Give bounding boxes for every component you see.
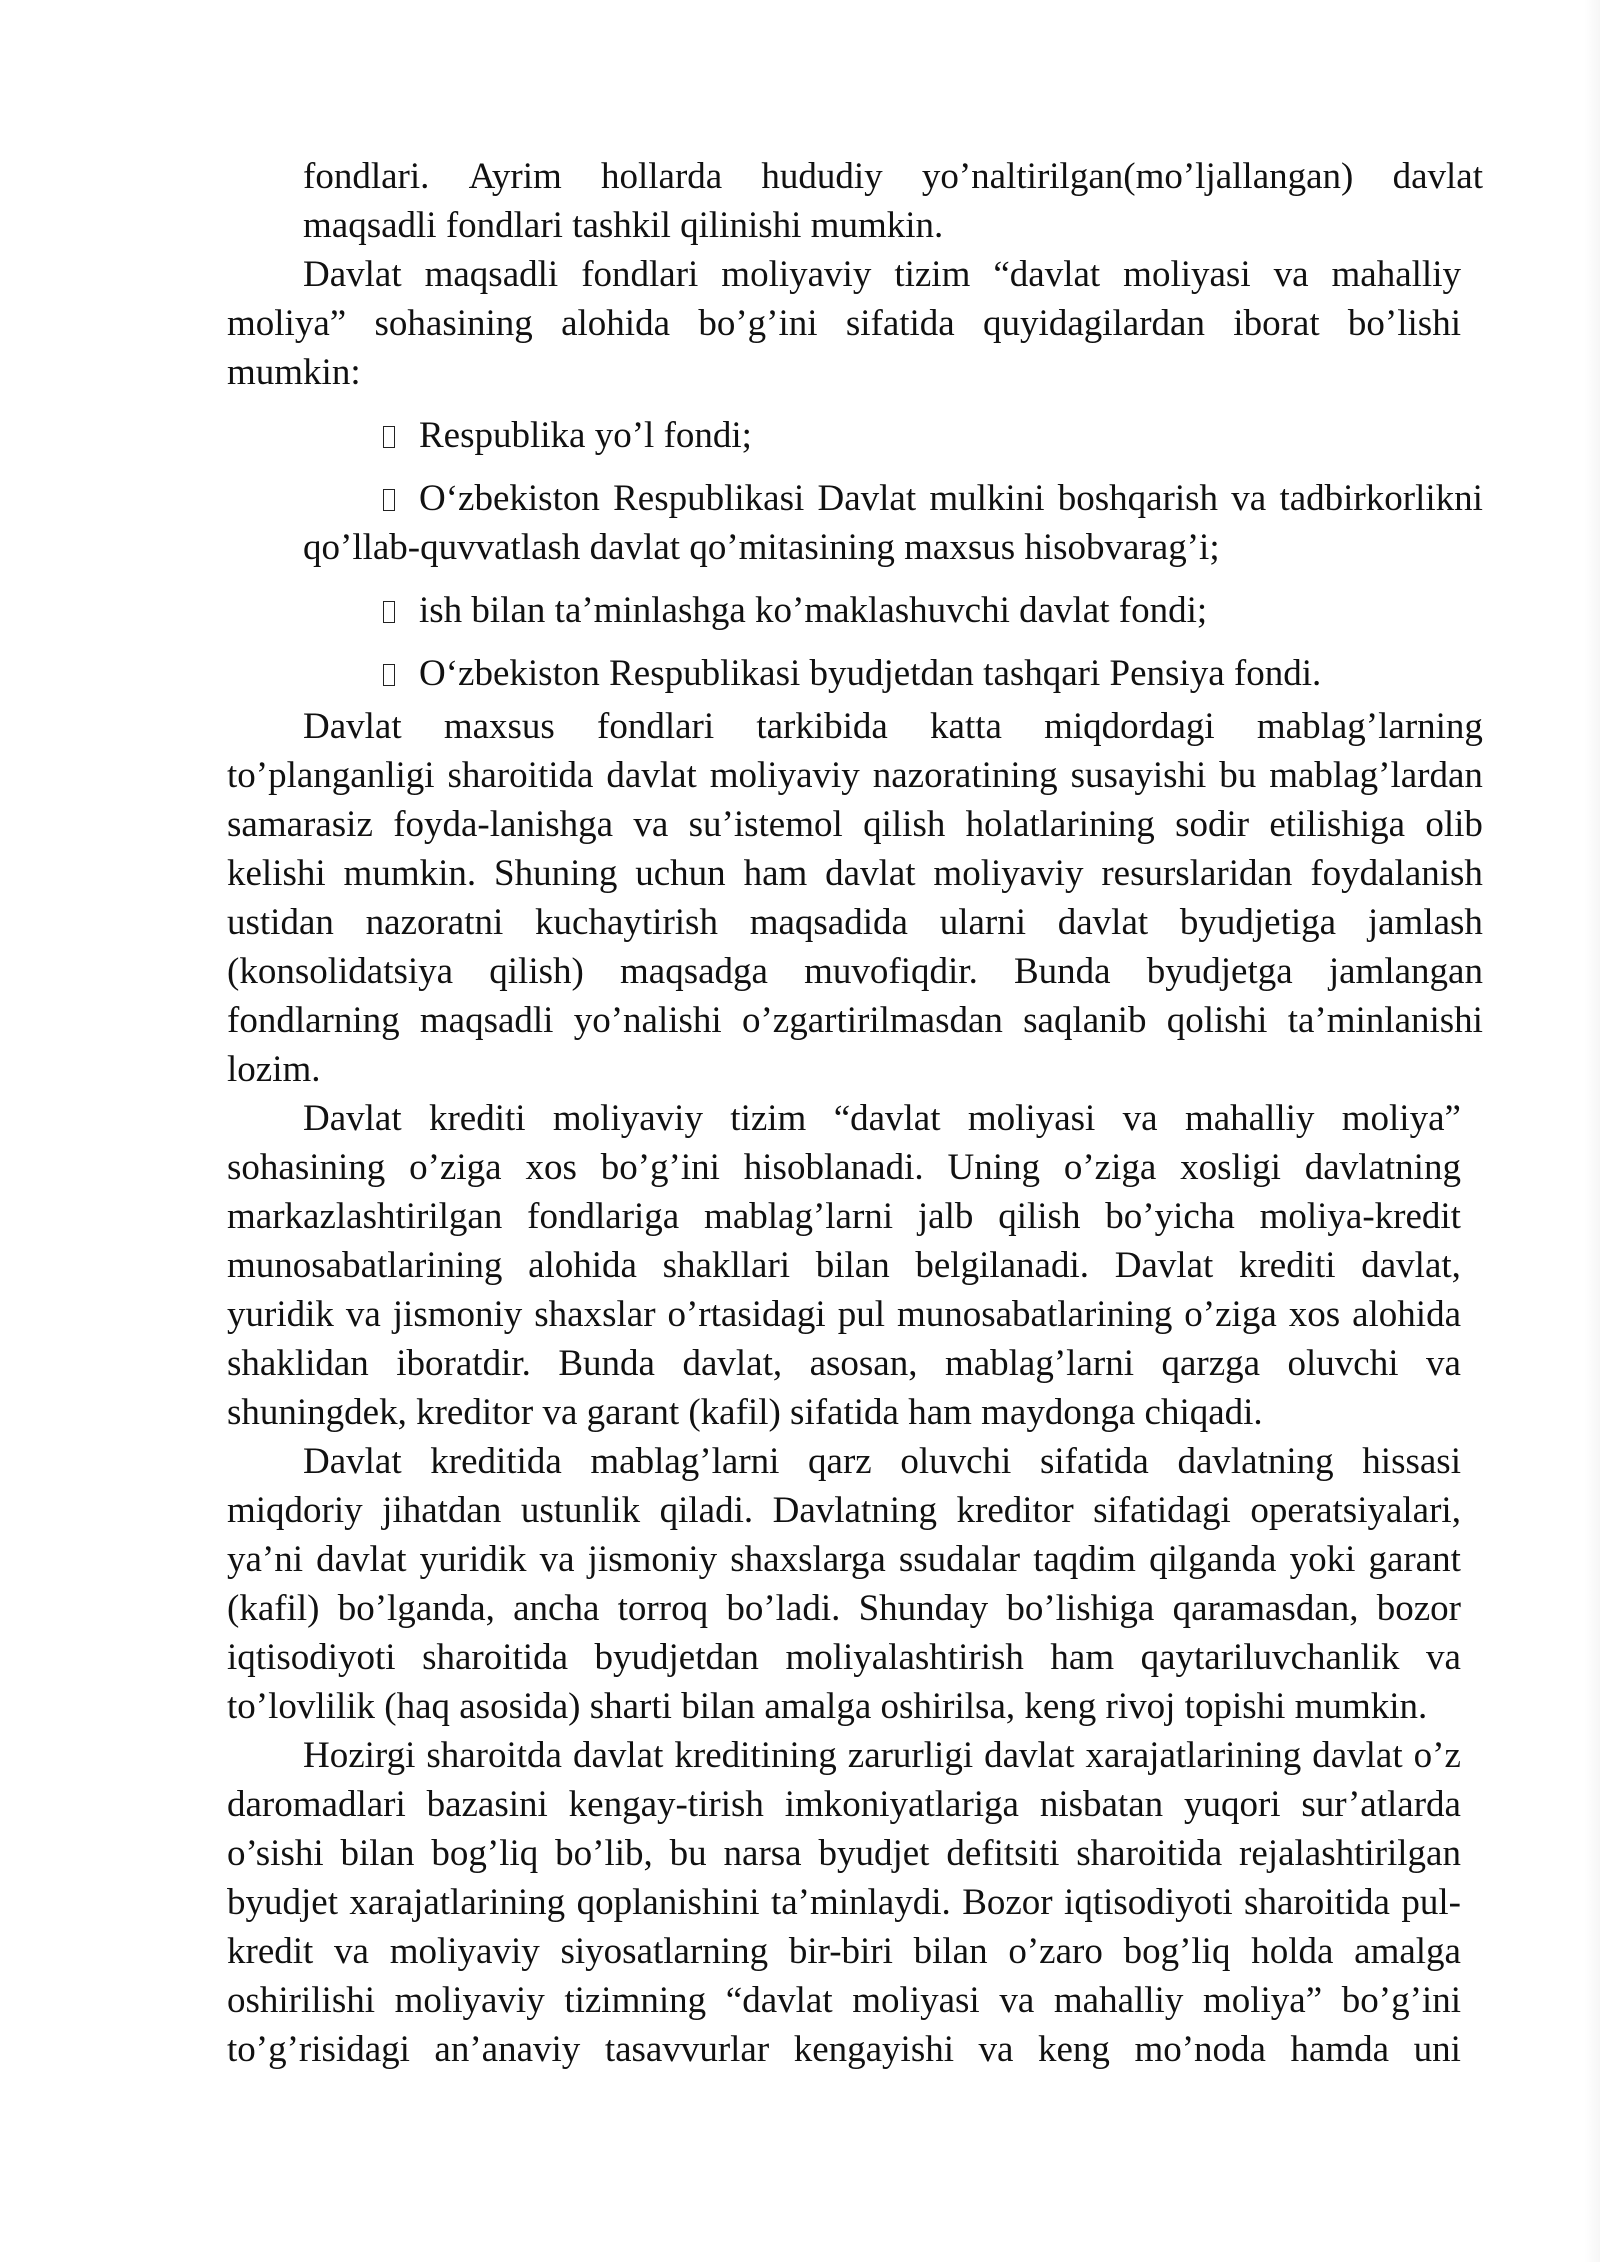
word: olib [1425,804,1483,845]
text-line [227,1192,1461,1241]
word: kreditor [956,1490,1074,1531]
word: davlat [984,1735,1075,1776]
text-line: shuningdek, kreditor va garant (kafil) sifatida ham maydonga chiqadi. [227,1392,1263,1433]
word: sohasining [374,303,533,344]
text-line [227,898,1483,947]
word: bo’lishiga [1006,1588,1155,1629]
word: maqsadga [620,951,768,992]
word: munosabatlarining [227,1245,503,1286]
word: resurslaridan [1101,853,1293,894]
word: yoki [1289,1539,1356,1580]
word: oluvchi [900,1441,1012,1482]
word: foyda-lanishga [393,804,614,845]
word: holatlarining [965,804,1155,845]
word: o’ziga [1063,1147,1157,1188]
word: jalb [917,1196,974,1237]
word: maqsadli [419,1000,554,1041]
word: qiladi. [659,1490,754,1531]
word: sur’atlarda [1301,1784,1461,1825]
word: Davlat [1114,1245,1214,1286]
word: sharoitda [426,1735,562,1776]
word: shaxslarga [730,1539,886,1580]
text-line [227,1976,1461,2025]
word: foydalanish [1310,853,1483,894]
word: qilish) [489,951,584,992]
word: bilan [815,1245,890,1286]
word: jamlangan [1328,951,1483,992]
word: va [345,1294,381,1335]
word: Davlat [303,706,402,747]
text-line [227,1878,1461,1927]
word: xosligi [1180,1147,1281,1188]
word: muvofiqdir. [804,951,978,992]
word: va [1426,1637,1461,1678]
word: Shuning [494,853,618,894]
word: jihatdan [382,1490,502,1531]
word: mahalliy [1184,1098,1315,1139]
word: moliya” [1202,1980,1323,2021]
word: krediti [1238,1245,1336,1286]
word: o’zgartirilmasdan [741,1000,1003,1041]
text-line [227,1584,1461,1633]
text-line [227,1780,1461,1829]
word: maxsus [443,706,555,747]
paragraph [0,1437,1600,1731]
word: bo’yicha [1105,1196,1235,1237]
word: moliyaviy [389,1931,540,1972]
word: davlat [1057,902,1149,943]
text-line [227,800,1483,849]
word: yo’nalishi [573,1000,722,1041]
bullet-icon [383,489,395,511]
word: bo’lganda, [337,1588,495,1629]
word: zarurligi [847,1735,974,1776]
paragraph [0,1731,1600,2074]
word: garant [1368,1539,1461,1580]
word: taqdim [1033,1539,1136,1580]
word: shakllari [662,1245,791,1286]
word: narsa [723,1833,802,1874]
word: va [633,804,669,845]
word: an’anaviy [434,2029,581,2070]
word: xarajatlarining [1085,1735,1302,1776]
word: mablag’lardan [1269,755,1483,796]
word: byudjet [227,1882,338,1923]
word: qaramasdan, [1172,1588,1359,1629]
word: rejalashtirilgan [1239,1833,1461,1874]
word: alohida [561,303,670,344]
word: sharoitida [1076,1833,1223,1874]
word: qoplanishini [576,1882,760,1923]
word: tizim [894,254,971,295]
word: hisoblanadi. [743,1147,924,1188]
word: tizimning [564,1980,707,2021]
word: etilishiga [1269,804,1406,845]
word: ham [1050,1637,1115,1678]
word: Davlat [303,1441,402,1482]
word: bir-biri [788,1931,893,1972]
word: munosabatlarining [896,1294,1173,1335]
word: xarajatlarining [349,1882,566,1923]
word: va [1122,1098,1158,1139]
word: sharoitida [422,1637,568,1678]
word: va [999,1980,1035,2021]
word: ularni [939,902,1026,943]
word: susayishi [1070,755,1207,796]
word: sodir [1175,804,1250,845]
word: va [1273,254,1309,295]
word: shaxslar [534,1294,656,1335]
word: davlat [825,853,916,894]
word: qilganda [1149,1539,1277,1580]
list-item-text [419,474,1483,523]
word: jismoniy [392,1294,523,1335]
word: davlat [316,1539,407,1580]
word: kreditida [430,1441,562,1482]
word: mulkini [929,478,1045,519]
word: davlat, [1361,1245,1461,1286]
word: Davlat [817,478,917,519]
word: operatsiyalari, [1250,1490,1461,1531]
word: byudjetdan [594,1637,759,1678]
word: byudjet [818,1833,930,1874]
word: davlat, [682,1343,783,1384]
word: iqtisodiyoti [227,1637,396,1678]
word: ta’minlanishi [1287,1000,1483,1041]
word: davlat [1392,156,1483,197]
text-line [227,1829,1461,1878]
word: yuqori [1183,1784,1281,1825]
word: fondlariga [527,1196,680,1237]
word: va [334,1931,369,1972]
text-line [227,996,1483,1045]
word: kuchaytirish [535,902,718,943]
word: ta’minlaydi. [770,1882,951,1923]
word: xos [1288,1294,1341,1335]
word: Davlatning [772,1490,938,1531]
word: daromadlari [227,1784,406,1825]
text-line: lozim. [227,1049,321,1090]
word: bog’liq [1123,1931,1231,1972]
word: moliya-kredit [1259,1196,1461,1237]
word: o’z [1413,1735,1461,1776]
word: bo’g’ini [600,1147,720,1188]
word: mablag’larning [1256,706,1483,747]
word: iboratdir. [396,1343,531,1384]
word: ssudalar [898,1539,1021,1580]
word: hissasi [1362,1441,1461,1482]
text-line [227,1290,1461,1339]
word: bu [1219,755,1257,796]
word: markazlashtirilgan [227,1196,503,1237]
word: xos [525,1147,577,1188]
text-line [303,702,1483,751]
word: samarasiz [227,804,373,845]
word: saqlanib [1023,1000,1147,1041]
word: yuridik [419,1539,527,1580]
word: kreditining [674,1735,837,1776]
word: “davlat [833,1098,941,1139]
word: oshirilishi [227,1980,376,2021]
word: va [1231,478,1267,519]
word: mablag’larni [590,1441,780,1482]
word: bo’ladi. [726,1588,841,1629]
word: imkoniyatlariga [784,1784,1019,1825]
text-line [227,751,1483,800]
word: tizim [730,1098,807,1139]
word: Bunda [558,1343,655,1384]
word: tadbirkorlikni [1279,478,1483,519]
word: holda [1251,1931,1334,1972]
word: o’ziga [1184,1294,1277,1335]
word: moliyaviy [394,1980,545,2021]
text-line [227,1486,1461,1535]
word: qaytariluvchanlik [1140,1637,1400,1678]
word: boshqarish [1057,478,1219,519]
word: (kafil) [227,1588,320,1629]
word: maqsadida [749,902,908,943]
word: moliya” [227,303,347,344]
word: jismoniy [587,1539,718,1580]
word: bo’lib, [555,1833,653,1874]
word: nazoratining [872,755,1058,796]
word: Bozor [962,1882,1053,1923]
text-line [227,1143,1461,1192]
word: o’rtasidagi [667,1294,826,1335]
list-item [0,411,1600,460]
word: asosan, [809,1343,918,1384]
fund-list [0,411,1600,698]
word: mahalliy [1331,254,1461,295]
text-line: maqsadli fondlari tashkil qilinishi mumkin. [303,205,944,246]
word: kredit [227,1931,314,1972]
text-line [227,947,1483,996]
word: bilan [340,1833,415,1874]
word: moliyaviy [552,1098,703,1139]
word: pul- [1401,1882,1461,1923]
text-line: mumkin: [227,352,361,393]
word: byudjetiga [1179,902,1337,943]
list-item [0,586,1600,635]
word: to’g’risidagi [227,2029,410,2070]
word: tasavvurlar [604,2029,770,2070]
word: mo’noda [1134,2029,1266,2070]
text-line [227,299,1461,348]
word: ustidan [227,902,334,943]
text-line [303,250,1461,299]
word: uni [1413,2029,1461,2070]
word: Bunda [1014,951,1111,992]
word: davlat [572,1735,664,1776]
word: moliyasi [1123,254,1251,295]
word: fondlarning [227,1000,400,1041]
word: (konsolidatsiya [227,951,454,992]
word: krediti [428,1098,526,1139]
word: bilan [913,1931,988,1972]
text-line [227,1927,1461,1976]
list-item [0,649,1600,698]
word: pul [837,1294,885,1335]
word: mablag’larni [944,1343,1134,1384]
word: davlat [606,755,697,796]
word: kelishi [227,853,326,894]
list-item-text: ish bilan ta’minlashga ko’maklashuvchi davlat fondi; [419,590,1208,631]
word: qarzga [1161,1343,1261,1384]
word: moliyaviy [709,755,860,796]
word: miqdoriy [227,1490,363,1531]
word: “davlat [725,1980,833,2021]
word: davlatning [1177,1441,1334,1482]
word: belgilanadi. [915,1245,1090,1286]
word: shaklidan [227,1343,369,1384]
word: hududiy [761,156,883,197]
word: sohasining [227,1147,386,1188]
word: katta [930,706,1002,747]
word: quyidagilardan [983,303,1205,344]
word: Uning [947,1147,1040,1188]
word: ya’ni [227,1539,304,1580]
paragraph [0,702,1600,1094]
word: bo’g’ini [1341,1980,1461,2021]
word: sifatidagi [1093,1490,1231,1531]
word: davlatning [1304,1147,1461,1188]
word: bozor [1376,1588,1461,1629]
word: ham [743,853,808,894]
word: o’zaro [1008,1931,1103,1972]
text-line: to’lovlilik (haq asosida) sharti bilan amalga oshirilsa, keng rivoj topishi mumkin. [227,1686,1428,1727]
word: mablag’larni [704,1196,894,1237]
bullet-icon [383,601,395,623]
word: torroq [617,1588,709,1629]
word: moliyaviy [933,853,1084,894]
text-line [303,152,1483,201]
word: bo’lishi [1347,303,1461,344]
word: tarkibida [756,706,888,747]
word: uchun [635,853,726,894]
word: miqdordagi [1044,706,1215,747]
word: nisbatan [1039,1784,1164,1825]
word: sifatida [1039,1441,1149,1482]
word: moliya” [1341,1098,1461,1139]
word: va [978,2029,1014,2070]
word: hollarda [600,156,723,197]
intro-paragraph [0,250,1600,397]
word: o’sishi [227,1833,324,1874]
word: fondlari. [303,156,430,197]
word: Hozirgi [303,1735,416,1776]
word: kengayishi [793,2029,955,2070]
word: moliyaviy [721,254,872,295]
word: bog’liq [431,1833,539,1874]
word: ancha [513,1588,600,1629]
opening-item [0,152,1600,250]
word: mumkin. [343,853,477,894]
word: va [539,1539,575,1580]
word: jamlash [1367,902,1483,943]
word: “davlat [993,254,1101,295]
bullet-icon [383,426,395,448]
word: mahalliy [1053,1980,1184,2021]
word: to’planganligi [227,755,435,796]
word: qilish [863,804,946,845]
text-line [303,1094,1461,1143]
word: o’ziga [409,1147,502,1188]
word: sharoitida [1244,1882,1390,1923]
word: siyosatlarning [560,1931,769,1972]
text-line [227,1535,1461,1584]
word: kengay-tirish [568,1784,764,1825]
word: defitsiti [946,1833,1060,1874]
text-line [227,2025,1461,2074]
word: fondlari [581,254,699,295]
word: byudjetga [1146,951,1293,992]
text-line [227,1339,1461,1388]
list-item-text: O‘zbekiston Respublikasi byudjetdan tashqari Pensiya fondi. [419,653,1322,694]
text-line [303,1437,1461,1486]
word: sifatida [845,303,955,344]
word: sharoitida [447,755,594,796]
text-line [227,1241,1461,1290]
word: moliyalashtirish [785,1637,1024,1678]
page-edge-shade [1584,0,1600,2262]
word: iborat [1233,303,1320,344]
word: va [1425,1343,1461,1384]
word: keng [1037,2029,1110,2070]
paragraph [0,1094,1600,1437]
word: oluvchi [1287,1343,1399,1384]
word: nazoratni [365,902,504,943]
word: bazasini [426,1784,548,1825]
bullet-icon [383,664,395,686]
word: moliyasi [967,1098,1096,1139]
word: yo’naltirilgan(mo’ljallangan) [921,156,1354,197]
word: bo’g’ini [698,303,818,344]
word: moliyasi [852,1980,980,2021]
word: davlat [1312,1735,1403,1776]
text-line [227,849,1483,898]
word: Respublikasi [613,478,805,519]
list-item-text: Respublika yo’l fondi; [419,415,752,456]
word: Shunday [858,1588,989,1629]
word: iqtisodiyoti [1064,1882,1233,1923]
word: amalga [1354,1931,1461,1972]
word: Ayrim [468,156,562,197]
word: su’istemol [688,804,843,845]
word: qilish [998,1196,1081,1237]
word: O‘zbekiston [419,478,600,519]
text-line [227,1633,1461,1682]
word: qarz [808,1441,872,1482]
list-item-text: qo’llab-quvvatlash davlat qo’mitasining maxsus hisobvarag’i; [303,527,1220,568]
word: qolishi [1166,1000,1268,1041]
text-line [303,1731,1461,1780]
list-item [0,474,1600,572]
word: yuridik [227,1294,334,1335]
word: alohida [528,1245,637,1286]
word: bu [669,1833,707,1874]
word: Davlat [303,254,402,295]
word: maqsadli [424,254,559,295]
word: ustunlik [520,1490,641,1531]
word: fondlari [597,706,715,747]
word: alohida [1352,1294,1461,1335]
word: hamda [1290,2029,1390,2070]
word: Davlat [303,1098,402,1139]
